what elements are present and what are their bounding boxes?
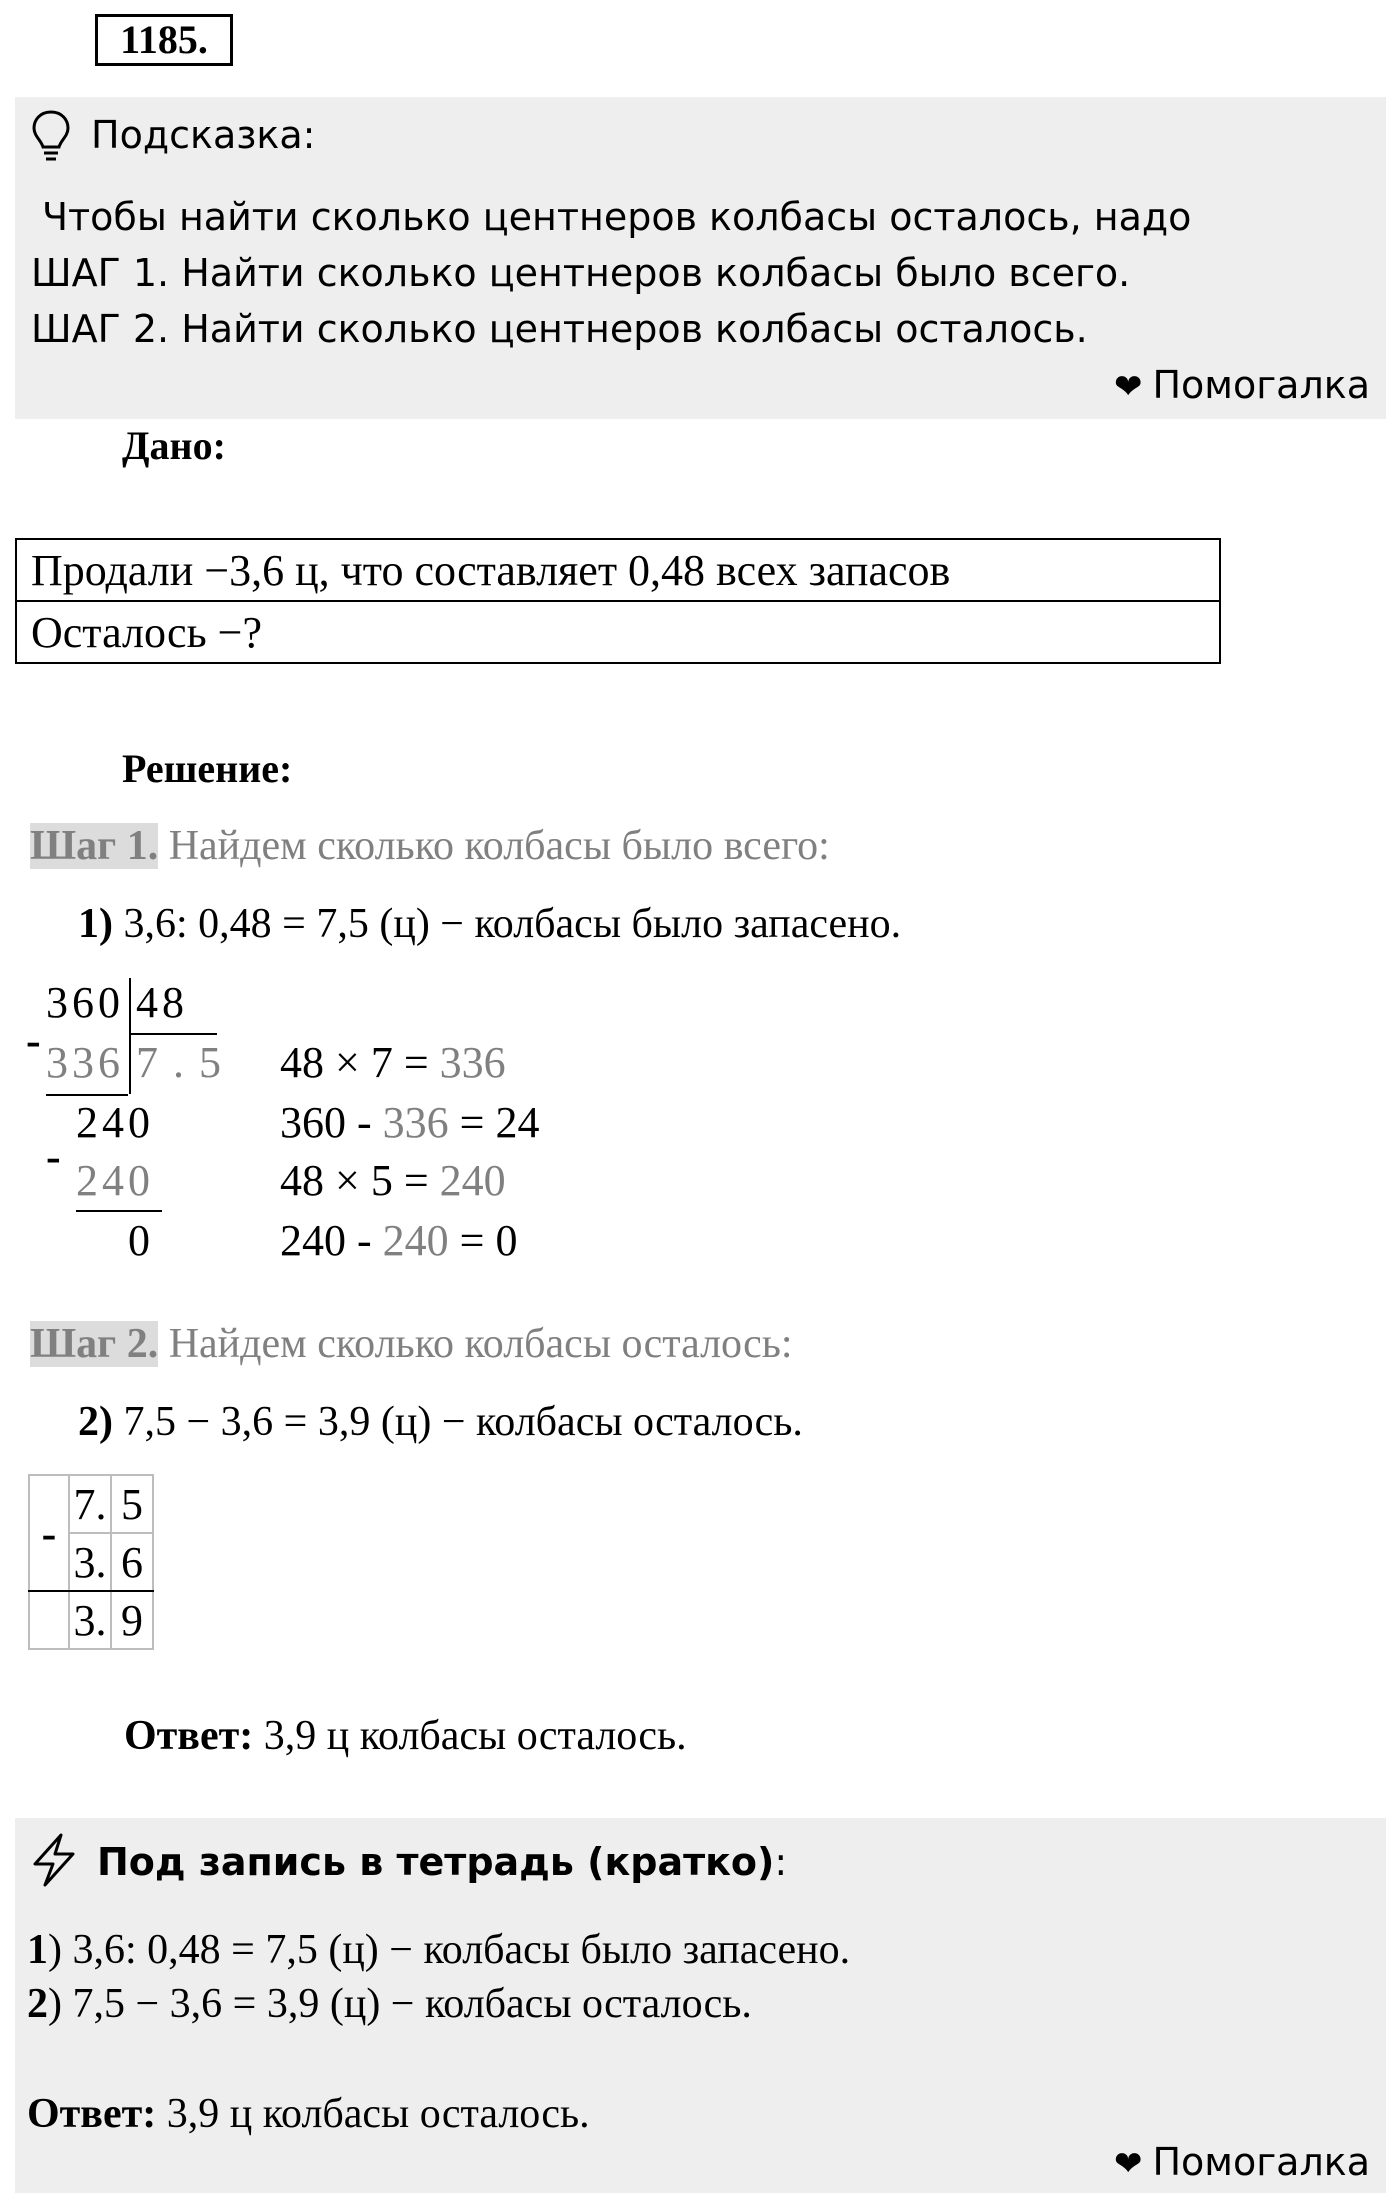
lightning-icon	[29, 1832, 79, 1888]
lightbulb-icon	[31, 109, 71, 163]
hint-credit-text: Помогалка	[1152, 363, 1370, 407]
division-remainder-1: 240	[76, 1098, 154, 1147]
division-minus-1: -	[26, 1016, 41, 1065]
short-line-2	[27, 1980, 752, 2028]
grid-cell: 9	[111, 1591, 153, 1649]
hint-step-1	[31, 251, 1130, 295]
note-value: 240	[382, 1216, 449, 1265]
division-line-1	[46, 1094, 128, 1096]
grid-cell	[29, 1591, 69, 1649]
short-line-1-text: ) 3,6: 0,48 = 7,5 (ц) − колбасы было запасено.	[48, 1927, 851, 1973]
hint-title: Подсказка:	[91, 113, 316, 157]
hint-credit	[1114, 363, 1370, 409]
division-subtrahend-2: 240	[76, 1156, 154, 1205]
short-title	[97, 1840, 787, 1884]
equation-1	[78, 900, 901, 948]
division-quotient: 7 . 5	[136, 1038, 223, 1087]
short-line-1	[27, 1926, 850, 1974]
division-line-2	[76, 1210, 162, 1212]
given-row-left: Осталось −?	[16, 601, 1220, 663]
equation-2-text: 7,5 − 3,6 = 3,9 (ц) − колбасы осталось.	[113, 1399, 803, 1445]
note-part: 360 -	[280, 1098, 383, 1147]
division-minus-2: -	[46, 1132, 61, 1181]
heart-icon: ❤	[1113, 367, 1143, 407]
given-heading: Дано:	[122, 423, 226, 468]
grid-cell: 7.	[69, 1475, 111, 1533]
hint-step2-label: ШАГ 2.	[31, 307, 170, 351]
hint-step2-text: Найти сколько центнеров колбасы осталось.	[169, 307, 1088, 351]
grid-cell: 6	[111, 1533, 153, 1591]
short-line-2-text: ) 7,5 − 3,6 = 3,9 (ц) − колбасы осталось.	[48, 1981, 752, 2027]
grid-cell: 3.	[69, 1591, 111, 1649]
step2-text: Найдем сколько колбасы осталось:	[158, 1321, 793, 1367]
equation-2	[78, 1398, 803, 1446]
division-bracket-vertical	[129, 978, 131, 1094]
step1-line	[30, 822, 830, 870]
subtraction-grid	[28, 1474, 154, 1650]
given-row	[16, 601, 1220, 663]
note-part: 48 × 7 =	[280, 1038, 440, 1087]
division-note	[280, 1156, 506, 1206]
note-value: 240	[439, 1156, 506, 1205]
step2-line	[30, 1320, 793, 1368]
step1-text: Найдем сколько колбасы было всего:	[158, 823, 830, 869]
hint-line-1: Чтобы найти сколько центнеров колбасы осталось, надо	[42, 195, 1192, 239]
short-answer-label: Ответ:	[27, 2091, 157, 2137]
given-row-sold: Продали −3,6 ц, что составляет 0,48 всех запасов	[16, 539, 1220, 601]
subtraction-minus: -	[29, 1475, 69, 1591]
short-answer	[27, 2090, 590, 2138]
answer-text: 3,9 ц колбасы осталось.	[253, 1713, 687, 1759]
note-value: 336	[382, 1098, 449, 1147]
hint-step1-label: ШАГ 1.	[31, 251, 170, 295]
note-part: 48 × 5 =	[280, 1156, 440, 1205]
division-subtrahend-1: 336	[46, 1038, 124, 1087]
short-answer-text: 3,9 ц колбасы осталось.	[156, 2091, 590, 2137]
step2-label: Шаг 2.	[30, 1321, 159, 1367]
note-result: = 24	[448, 1098, 540, 1147]
division-note	[280, 1216, 517, 1266]
grid-row	[29, 1475, 153, 1533]
hint-step1-text: Найти сколько центнеров колбасы было всего.	[169, 251, 1131, 295]
equation-1-number: 1)	[78, 901, 113, 947]
given-row	[16, 539, 1220, 601]
division-note	[280, 1098, 539, 1148]
hint-panel	[15, 97, 1386, 419]
short-notes-panel	[15, 1818, 1386, 2193]
step1-label: Шаг 1.	[30, 823, 159, 869]
note-result: = 0	[448, 1216, 518, 1265]
division-dividend: 360	[46, 978, 124, 1027]
note-value: 336	[439, 1038, 506, 1087]
division-bracket-horizontal	[129, 1033, 217, 1035]
heart-icon: ❤	[1113, 2144, 1143, 2184]
task-number: 1185.	[95, 14, 233, 66]
division-note	[280, 1038, 506, 1088]
given-table	[15, 538, 1221, 664]
grid-cell: 5	[111, 1475, 153, 1533]
grid-cell: 3.	[69, 1533, 111, 1591]
division-remainder-2: 0	[128, 1216, 150, 1265]
short-credit	[1114, 2140, 1370, 2186]
equation-1-text: 3,6: 0,48 = 7,5 (ц) − колбасы было запасено.	[113, 901, 902, 947]
short-credit-text: Помогалка	[1152, 2140, 1370, 2184]
grid-row	[29, 1591, 153, 1649]
hint-step-2	[31, 307, 1088, 351]
solution-heading: Решение:	[122, 746, 293, 791]
note-part: 240 -	[280, 1216, 383, 1265]
equation-2-number: 2)	[78, 1399, 113, 1445]
short-title-text: Под запись в тетрадь (кратко)	[97, 1840, 775, 1884]
short-title-colon: :	[774, 1840, 788, 1884]
short-line-1-number: 1	[27, 1927, 48, 1973]
short-line-2-number: 2	[27, 1981, 48, 2027]
answer	[124, 1712, 687, 1760]
division-divisor: 48	[136, 978, 188, 1027]
answer-label: Ответ:	[124, 1713, 254, 1759]
